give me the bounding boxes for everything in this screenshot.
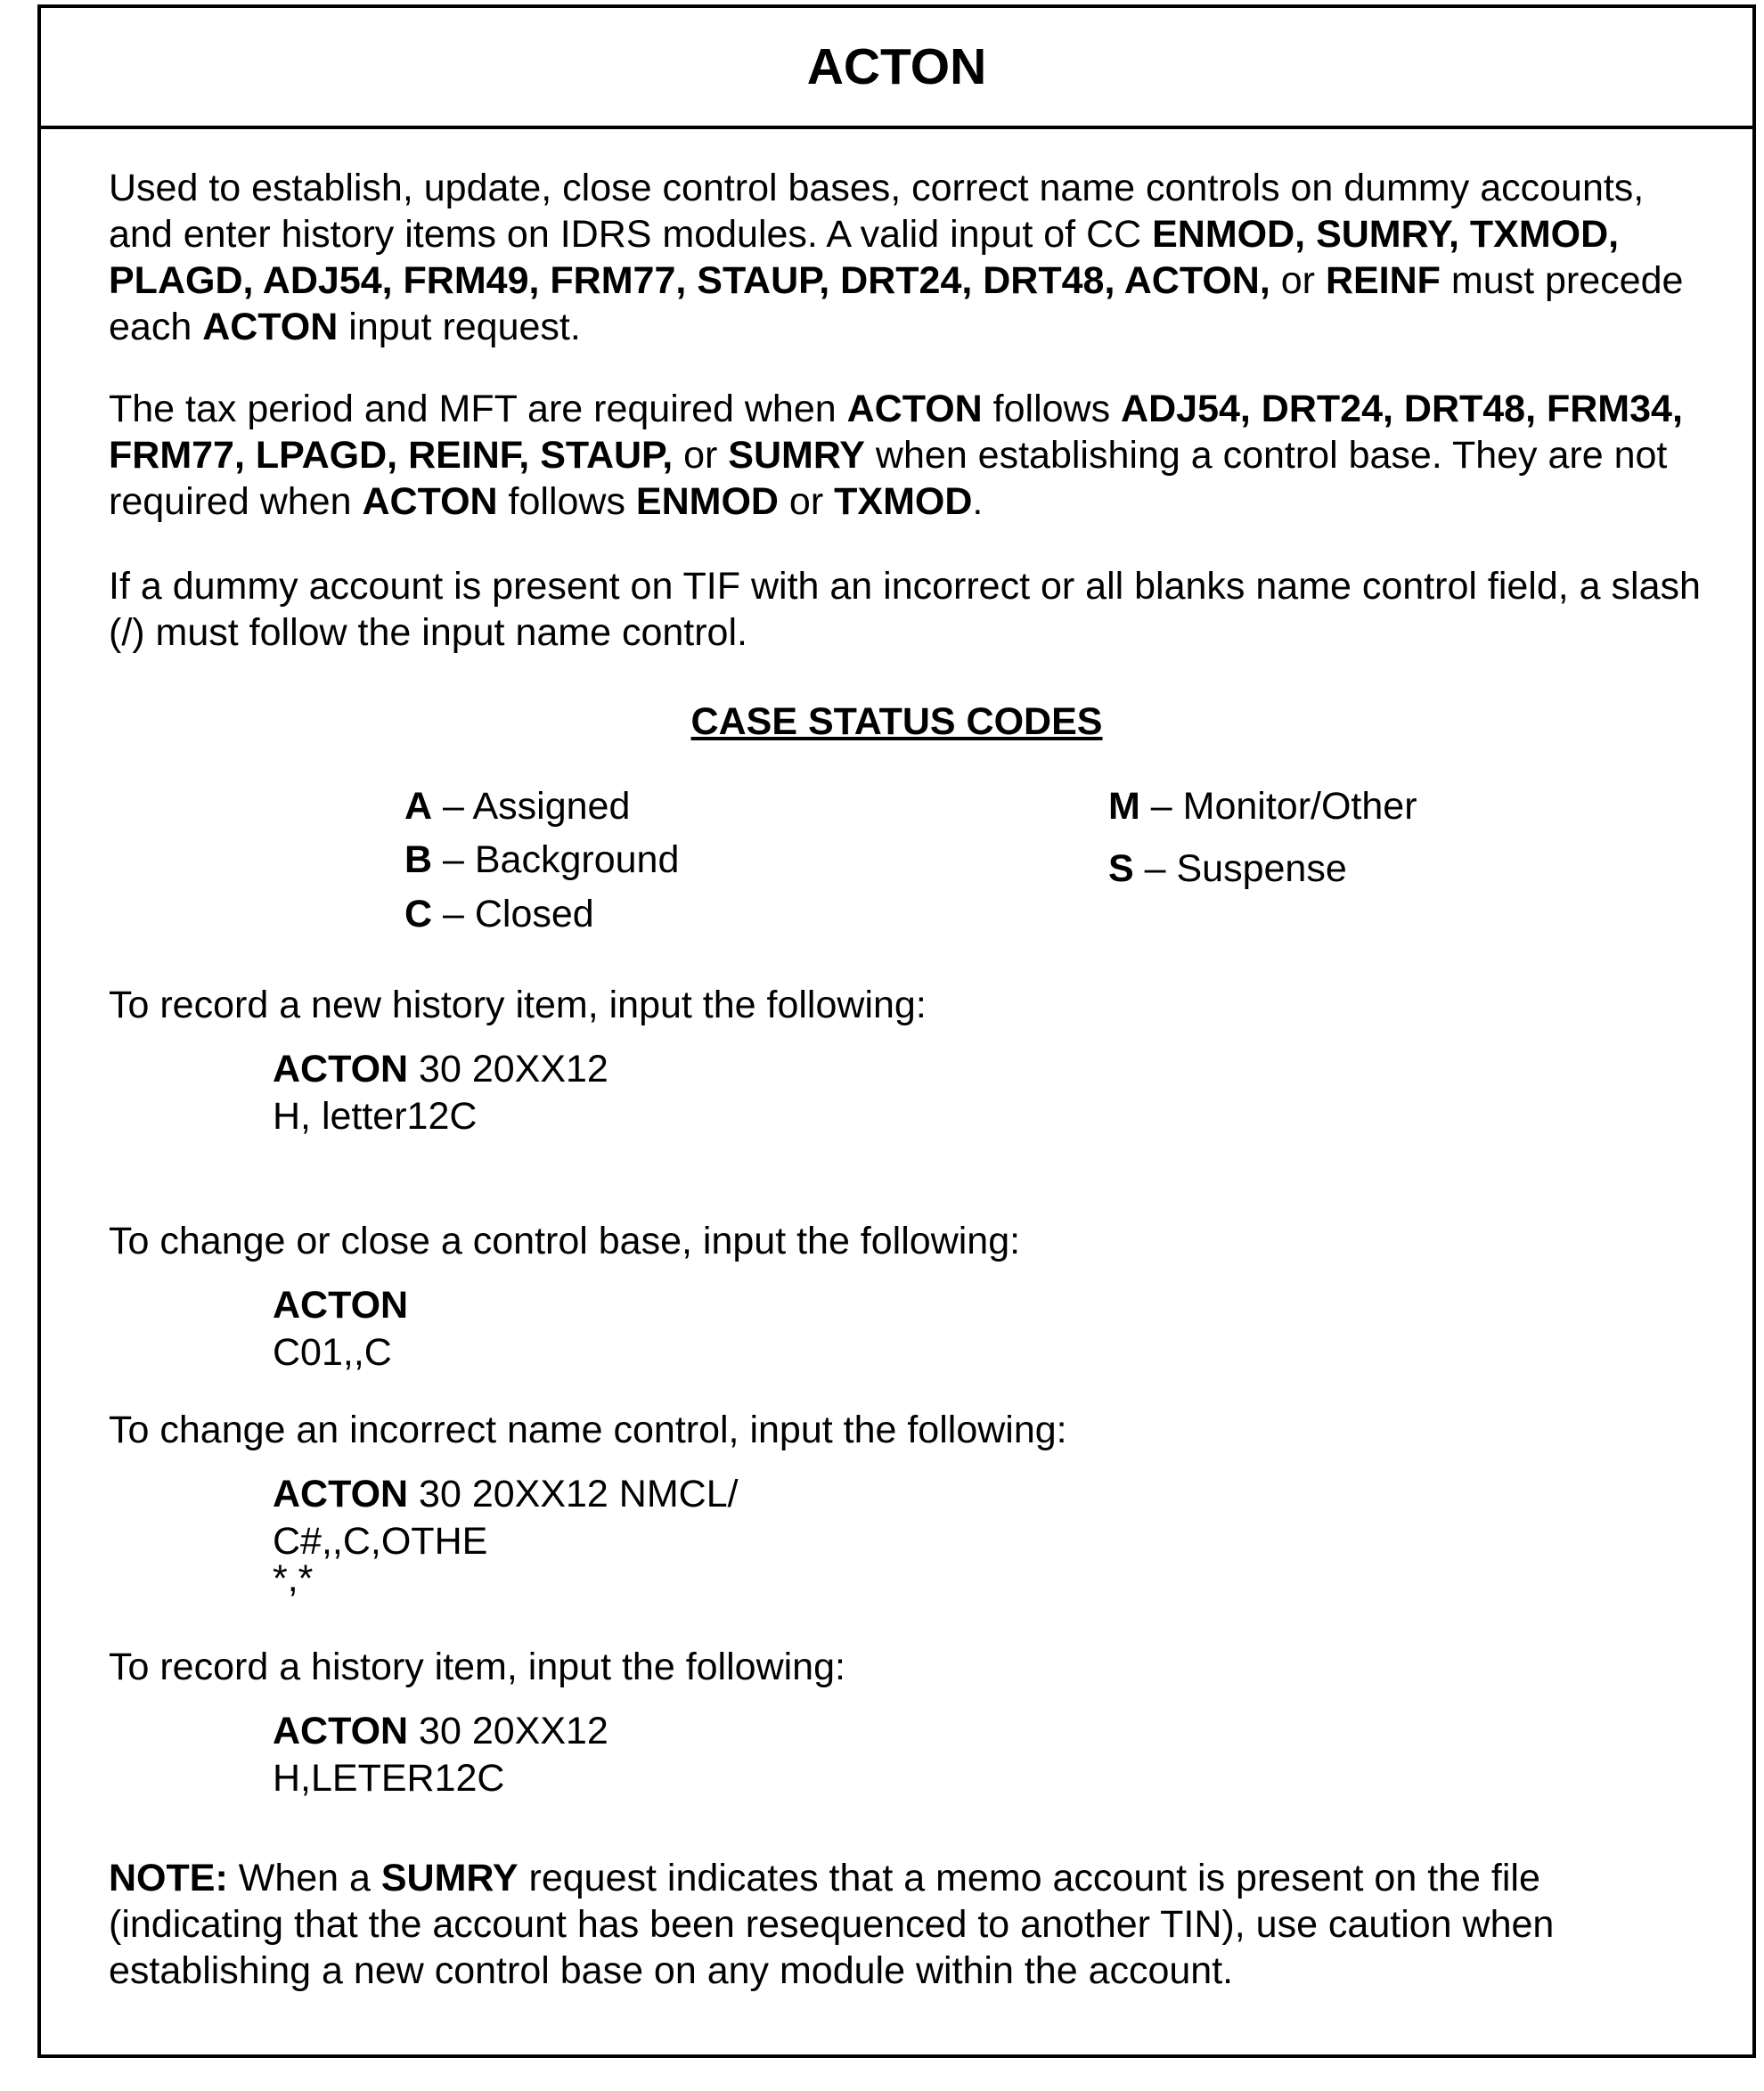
example-3-intro: To change an incorrect name control, input the following: <box>109 1409 1067 1451</box>
command: ACTON <box>273 1284 409 1327</box>
command: ACTON <box>846 388 983 430</box>
command-list: ADJ54, DRT24, DRT48, FRM34, FRM77, LPAGD, REINF, STAUP, <box>109 388 1683 477</box>
text: must precede each <box>109 259 1684 348</box>
command: ACTON <box>273 1048 409 1090</box>
title-bar <box>41 8 1752 129</box>
command: SUMRY <box>728 434 865 477</box>
text: follows <box>497 480 636 523</box>
page-title: ACTON <box>806 38 987 95</box>
example-4-intro: To record a history item, input the following: <box>109 1646 845 1688</box>
text: input request. <box>338 306 581 348</box>
status-code-c <box>404 893 594 936</box>
command-line: *,* <box>273 1557 314 1600</box>
status-code-a <box>404 785 630 829</box>
command-args: 30 20XX12 NMCL/ <box>408 1473 739 1515</box>
command: ACTON <box>362 480 498 523</box>
command-args: 30 20XX12 <box>408 1048 608 1090</box>
code-letter: S <box>1108 847 1134 890</box>
code-letter: M <box>1108 785 1140 828</box>
example-3-command <box>273 1471 739 1600</box>
command: ACTON <box>273 1473 409 1515</box>
status-code-b <box>404 838 679 882</box>
command-line: H,LETER12C <box>273 1757 505 1800</box>
command: SUMRY <box>380 1857 519 1899</box>
note-paragraph <box>109 1855 1703 1994</box>
code-letter: C <box>404 893 433 935</box>
code-label: – Closed <box>432 893 594 935</box>
command-line: C#,,C,OTHE <box>273 1520 488 1563</box>
command: ACTON <box>273 1710 409 1752</box>
status-code-m <box>1108 785 1417 829</box>
text: or <box>1270 259 1326 302</box>
code-letter: A <box>404 785 433 828</box>
code-label: – Background <box>432 838 680 881</box>
example-4-command <box>273 1708 608 1802</box>
example-1-command <box>273 1046 608 1140</box>
command: ACTON <box>202 306 339 348</box>
text: . <box>972 480 984 523</box>
case-status-heading: CASE STATUS CODES <box>690 700 1103 743</box>
example-1-intro: To record a new history item, input the following: <box>109 984 927 1026</box>
intro-paragraph-1 <box>109 165 1703 350</box>
command: TXMOD <box>834 480 973 523</box>
command: ENMOD <box>635 480 779 523</box>
code-label: – Monitor/Other <box>1139 785 1417 828</box>
acton-reference-box <box>37 4 1756 2058</box>
text: when establishing a control base. They are not required when <box>109 434 1668 523</box>
code-letter: B <box>404 838 433 881</box>
note-label: NOTE: <box>109 1857 228 1899</box>
command-line: H, letter12C <box>273 1095 478 1138</box>
intro-paragraph-3: If a dummy account is present on TIF with an incorrect or all blanks name control field, a slash (/) must follow the input name control. <box>109 565 1701 654</box>
text: follows <box>982 388 1122 430</box>
example-2-intro: To change or close a control base, input the following: <box>109 1220 1021 1262</box>
text: request indicates that a memo account is present on the file (indicating that the account has been resequenced to another TIN), use caution when establishing a new control base on any module within the account. <box>109 1857 1555 1992</box>
example-2-command <box>273 1282 408 1376</box>
command-line: C01,,C <box>273 1331 392 1374</box>
command-args: 30 20XX12 <box>408 1710 608 1752</box>
command: REINF <box>1325 259 1441 302</box>
status-code-s <box>1108 847 1347 891</box>
text: Used to establish, update, close control bases, correct name controls on dummy accounts, and enter history items on IDRS modules. A valid input of CC <box>109 167 1645 256</box>
command-list: ENMOD, SUMRY, TXMOD, PLAGD, ADJ54, FRM49, FRM77, STAUP, DRT24, DRT48, ACTON, <box>109 213 1620 302</box>
intro-paragraph-2 <box>109 386 1703 525</box>
text: or <box>778 480 835 523</box>
code-label: – Suspense <box>1133 847 1347 890</box>
text: or <box>673 434 729 477</box>
code-label: – Assigned <box>432 785 631 828</box>
text: When a <box>227 1857 381 1899</box>
text: The tax period and MFT are required when <box>109 388 847 430</box>
